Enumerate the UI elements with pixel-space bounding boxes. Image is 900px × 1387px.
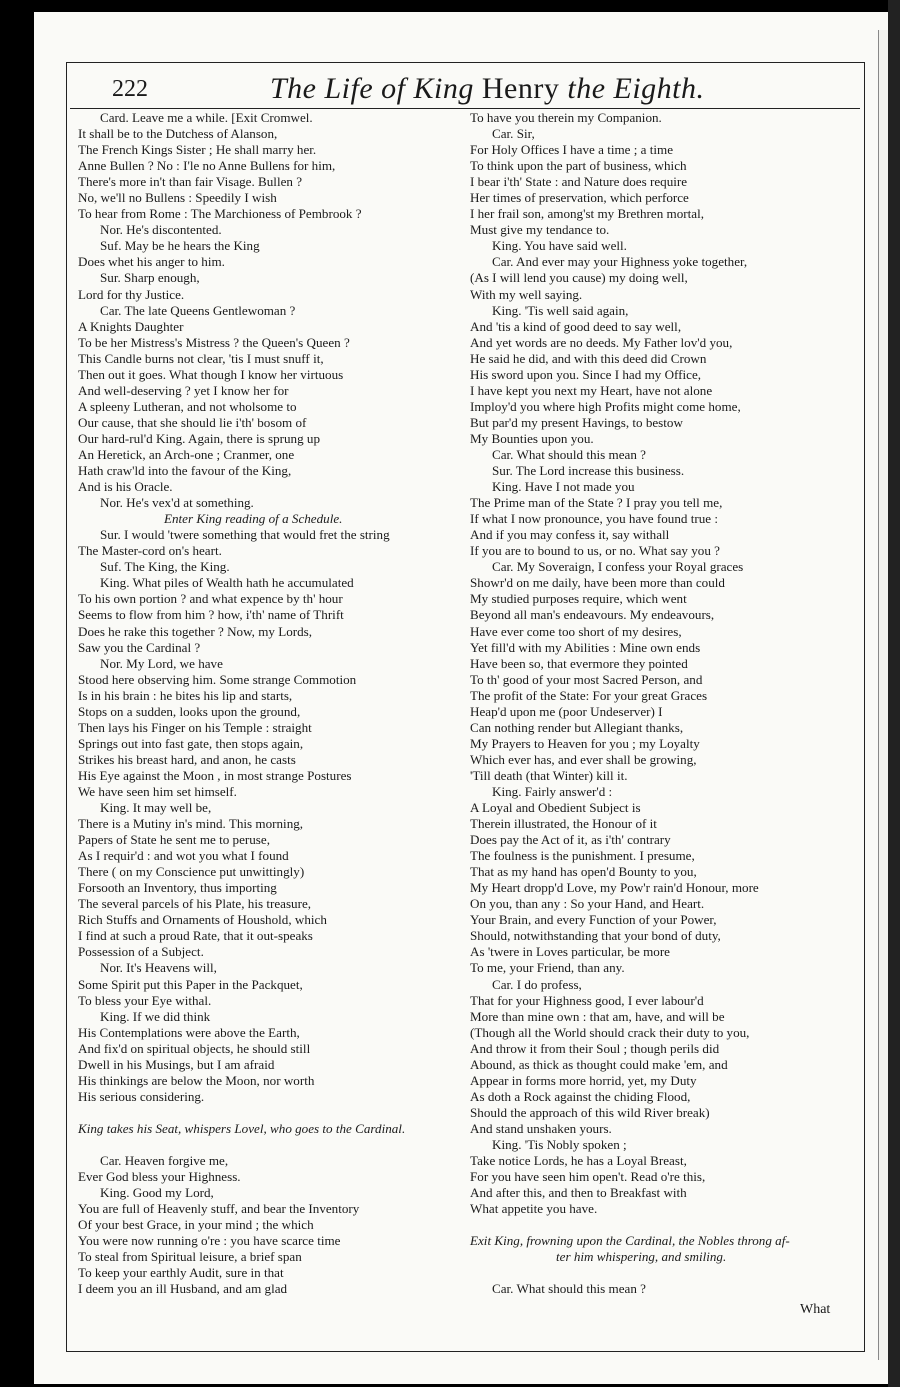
text-line: On you, than any : So your Hand, and Heart.: [470, 896, 705, 912]
spacer: [470, 1265, 855, 1281]
text-line: No, we'll no Bullens : Speedily I wish: [78, 190, 277, 206]
text-line: A Loyal and Obedient Subject is: [470, 800, 641, 816]
text-line: As I requir'd : and wot you what I found: [78, 848, 289, 864]
spacer: [78, 1137, 458, 1153]
text-line: Have ever come too short of my desires,: [470, 623, 682, 639]
text-line: Suf. May be he hears the King: [100, 238, 260, 254]
text-line: To keep your earthly Audit, sure in that: [78, 1265, 284, 1281]
text-line: And is his Oracle.: [78, 479, 173, 495]
text-line: King. Good my Lord,: [100, 1185, 214, 1201]
text-line: Does he rake this together ? Now, my Lords,: [78, 623, 313, 639]
text-line: Seems to flow from him ? how, i'th' name of Thrift: [78, 607, 344, 623]
text-line: The French Kings Sister ; He shall marry her.: [78, 142, 317, 158]
text-line: And throw it from their Soul ; though perils did: [470, 1040, 720, 1056]
text-line: Of your best Grace, in your mind ; the which: [78, 1217, 314, 1233]
text-line: His Eye against the Moon , in most strange Postures: [78, 767, 352, 783]
text-line: Car. And ever may your Highness yoke together,: [492, 254, 748, 270]
text-line: Rich Stuffs and Ornaments of Houshold, which: [78, 912, 327, 928]
text-line: King. Fairly answer'd :: [492, 783, 613, 799]
text-line: And yet words are no deeds. My Father lov'd you,: [470, 334, 733, 350]
text-line: There is a Mutiny in's mind. This morning,: [78, 816, 304, 832]
text-line: For you have seen him open't. Read o're this,: [470, 1169, 706, 1185]
text-line: The foulness is the punishment. I presume,: [470, 848, 695, 864]
text-line: Dwell in his Musings, but I am afraid: [78, 1056, 275, 1072]
text-line: A spleeny Lutheran, and not wholsome to: [78, 398, 297, 414]
text-line: My Prayers to Heaven for you ; my Loyalty: [470, 735, 700, 751]
text-line: King. 'Tis Nobly spoken ;: [492, 1137, 627, 1152]
right-text-column: [470, 110, 855, 1297]
spacer: [470, 1217, 855, 1233]
text-line: But par'd my present Havings, to bestow: [470, 414, 683, 430]
text-line: Nor. He's vex'd at something.: [100, 495, 254, 511]
text-line: Which ever has, and ever shall be growing,: [470, 751, 697, 767]
text-line: To think upon the part of business, which: [470, 158, 687, 174]
text-line: His sword upon you. Since I had my Office,: [470, 366, 702, 382]
text-line: Car. The late Queens Gentlewoman ?: [100, 302, 296, 318]
text-line: Ever God bless your Highness.: [78, 1169, 241, 1184]
text-line: To th' good of your most Sacred Person, and: [470, 671, 703, 687]
text-line: And well-deserving ? yet I know her for: [78, 382, 289, 398]
text-line: To be her Mistress's Mistress ? the Queen's Queen ?: [78, 334, 350, 350]
text-line: My Heart dropp'd Love, my Pow'r rain'd Honour, more: [470, 880, 759, 896]
text-line: Car. I do profess,: [492, 976, 582, 992]
text-line: Abound, as thick as thought could make 'em, and: [470, 1056, 728, 1072]
text-line: His Contemplations were above the Earth,: [78, 1024, 300, 1040]
text-line: Sur. Sharp enough,: [100, 270, 200, 286]
text-line: Nor. He's discontented.: [100, 222, 222, 238]
text-line: Sur. The Lord increase this business.: [492, 463, 685, 479]
text-line: We have seen him set himself.: [78, 783, 237, 799]
running-title-part: King: [413, 72, 474, 105]
text-line: As doth a Rock against the chiding Flood,: [470, 1088, 691, 1104]
text-line: The profit of the State: For your great Graces: [470, 687, 708, 703]
text-line: Lord for thy Justice.: [78, 286, 185, 302]
text-line: An Heretick, an Arch-one ; Cranmer, one: [78, 446, 295, 462]
text-line: If what I now pronounce, you have found true :: [470, 511, 718, 527]
text-line: And if you may confess it, say withall: [470, 527, 670, 543]
text-line: Yet fill'd with my Abilities : Mine own ends: [470, 639, 701, 655]
text-line: Must give my tendance to.: [470, 222, 610, 238]
text-line: Beyond all man's endeavours. My endeavours,: [470, 607, 715, 623]
text-line: Is in his brain : he bites his lip and starts,: [78, 687, 293, 703]
text-line: Forsooth an Inventory, thus importing: [78, 880, 277, 896]
text-line: My studied purposes require, which went: [470, 591, 687, 607]
text-line: You are full of Heavenly stuff, and bear the Inventory: [78, 1201, 360, 1217]
running-title-part: the Eighth.: [567, 72, 705, 105]
stage-direction: Enter King reading of a Schedule.: [164, 511, 343, 527]
text-line: Strikes his breast hard, and anon, he casts: [78, 751, 296, 767]
text-line: Nor. My Lord, we have: [100, 655, 223, 671]
text-line: King. Have I not made you: [492, 479, 635, 495]
text-line: Stood here observing him. Some strange Commotion: [78, 671, 357, 687]
text-line: The Prime man of the State ? I pray you tell me,: [470, 495, 723, 511]
text-line: King. If we did think: [100, 1008, 211, 1024]
text-line: (Though all the World should crack their duty to you,: [470, 1024, 750, 1040]
left-text-column: [78, 110, 458, 1297]
text-line: Then lays his Finger on his Temple : straight: [78, 719, 312, 735]
text-line: That for your Highness good, I ever labour'd: [470, 992, 704, 1008]
text-line: Our hard-rul'd King. Again, there is sprung up: [78, 430, 321, 446]
text-line: I bear i'th' State : and Nature does require: [470, 174, 688, 190]
running-header: [70, 72, 860, 109]
text-line: King. It may well be,: [100, 800, 212, 816]
text-line: Heap'd upon me (poor Undeserver) I: [470, 703, 663, 719]
text-line: A Knights Daughter: [78, 318, 184, 334]
text-line: I find at such a proud Rate, that it out-speaks: [78, 928, 313, 944]
text-line: To me, your Friend, than any.: [470, 960, 625, 976]
text-line: And stand unshaken yours.: [470, 1120, 612, 1136]
stage-direction: King takes his Seat, whispers Lovel, who goes to the Cardinal.: [78, 1120, 406, 1136]
text-line: Papers of State he sent me to peruse,: [78, 832, 270, 848]
running-title-part: The Life of: [270, 72, 414, 105]
text-line: There ( on my Conscience put unwittingly): [78, 864, 305, 880]
text-line: (As I will lend you cause) my doing well,: [470, 270, 688, 286]
text-line: My Bounties upon you.: [470, 430, 594, 446]
text-line: Car. What should this mean ?: [492, 1281, 646, 1297]
running-title-part: Henry: [473, 72, 568, 105]
text-line: Suf. The King, the King.: [100, 559, 230, 575]
text-line: What appetite you have.: [470, 1201, 598, 1217]
text-line: To bless your Eye withal.: [78, 992, 212, 1008]
text-line: You were now running o're : you have scarce time: [78, 1233, 341, 1249]
text-line: Take notice Lords, he has a Loyal Breast,: [470, 1153, 687, 1169]
text-line: Our cause, that she should lie i'th' bosom of: [78, 414, 307, 430]
text-line: Saw you the Cardinal ?: [78, 639, 201, 655]
text-line: Anne Bullen ? No : I'le no Anne Bullens for him,: [78, 158, 336, 174]
text-line: Appear in forms more horrid, yet, my Duty: [470, 1072, 697, 1088]
text-line: This Candle burns not clear, 'tis I must snuff it,: [78, 350, 324, 366]
text-line: To steal from Spiritual leisure, a brief span: [78, 1249, 302, 1265]
stage-direction: Exit King, frowning upon the Cardinal, the Nobles throng af-: [470, 1233, 790, 1249]
text-line: With my well saying.: [470, 286, 583, 302]
text-line: Your Brain, and every Function of your Power,: [470, 912, 717, 928]
page-number: 222: [112, 76, 148, 102]
catchword: What: [800, 1302, 831, 1317]
text-line: Does whet his anger to him.: [78, 254, 225, 270]
text-line: There's more in't than fair Visage. Bullen ?: [78, 174, 303, 190]
text-line: Springs out into fast gate, then stops again,: [78, 735, 304, 751]
text-line: To his own portion ? and what expence by th' hour: [78, 591, 343, 607]
text-line: His serious considering.: [78, 1088, 205, 1104]
text-line: Should, notwithstanding that your bond of duty,: [470, 928, 721, 944]
text-line: Therein illustrated, the Honour of it: [470, 816, 657, 832]
text-line: As 'twere in Loves particular, be more: [470, 944, 670, 960]
text-line: And after this, and then to Breakfast with: [470, 1185, 687, 1201]
text-line: I her frail son, among'st my Brethren mortal,: [470, 206, 704, 222]
text-line: And fix'd on spiritual objects, he should still: [78, 1040, 311, 1056]
text-line: I have kept you next my Heart, have not alone: [470, 382, 713, 398]
text-line: Car. Heaven forgive me,: [100, 1152, 229, 1168]
text-line: King. You have said well.: [492, 238, 627, 254]
text-line: Some Spirit put this Paper in the Packquet,: [78, 976, 303, 992]
text-line: Imploy'd you where high Profits might come home,: [470, 398, 741, 414]
text-line: I deem you an ill Husband, and am glad: [78, 1281, 288, 1297]
text-line: That as my hand has open'd Bounty to you,: [470, 864, 697, 880]
text-line: Nor. It's Heavens will,: [100, 960, 217, 976]
text-line: To hear from Rome : The Marchioness of Pembrook ?: [78, 206, 362, 222]
text-line: Car. What should this mean ?: [492, 446, 646, 462]
spacer: [78, 1105, 458, 1121]
text-line: 'Till death (that Winter) kill it.: [470, 767, 628, 783]
text-line: Her times of preservation, which perforce: [470, 190, 689, 206]
text-line: He said he did, and with this deed did Crown: [470, 350, 707, 366]
text-line: Hath craw'ld into the favour of the King,: [78, 463, 292, 479]
running-title: [270, 72, 705, 106]
text-line: Car. Sir,: [492, 126, 535, 142]
text-line: It shall be to the Dutchess of Alanson,: [78, 126, 278, 142]
text-line: Sur. I would 'twere something that would fret the string: [100, 527, 390, 543]
scan-border: [888, 0, 900, 1387]
text-line: More than mine own : that am, have, and will be: [470, 1008, 725, 1024]
text-line: Possession of a Subject.: [78, 944, 204, 960]
text-line: Have been so, that evermore they pointed: [470, 655, 688, 671]
text-line: Does pay the Act of it, as i'th' contrary: [470, 832, 671, 848]
stage-direction: ter him whispering, and smiling.: [556, 1249, 727, 1265]
text-line: The Master-cord on's heart.: [78, 543, 222, 559]
text-line: The several parcels of his Plate, his treasure,: [78, 896, 312, 912]
text-line: To have you therein my Companion.: [470, 110, 662, 125]
text-line: King. 'Tis well said again,: [492, 302, 629, 318]
text-line: Should the approach of this wild River break): [470, 1104, 710, 1120]
text-line: And 'tis a kind of good deed to say well,: [470, 318, 682, 334]
text-line: Card. Leave me a while. [Exit Cromwel.: [100, 110, 313, 125]
text-line: Stops on a sudden, looks upon the ground,: [78, 703, 301, 719]
text-line: Can nothing render but Allegiant thanks,: [470, 719, 684, 735]
text-line: If you are to bound to us, or no. What say you ?: [470, 543, 720, 559]
text-line: Showr'd on me daily, have been more than could: [470, 575, 725, 591]
text-line: Car. My Soveraign, I confess your Royal graces: [492, 559, 744, 575]
text-line: For Holy Offices I have a time ; a time: [470, 142, 674, 158]
text-line: King. What piles of Wealth hath he accumulated: [100, 575, 354, 591]
text-line: Then out it goes. What though I know her virtuous: [78, 366, 344, 382]
text-line: His thinkings are below the Moon, nor worth: [78, 1072, 315, 1088]
